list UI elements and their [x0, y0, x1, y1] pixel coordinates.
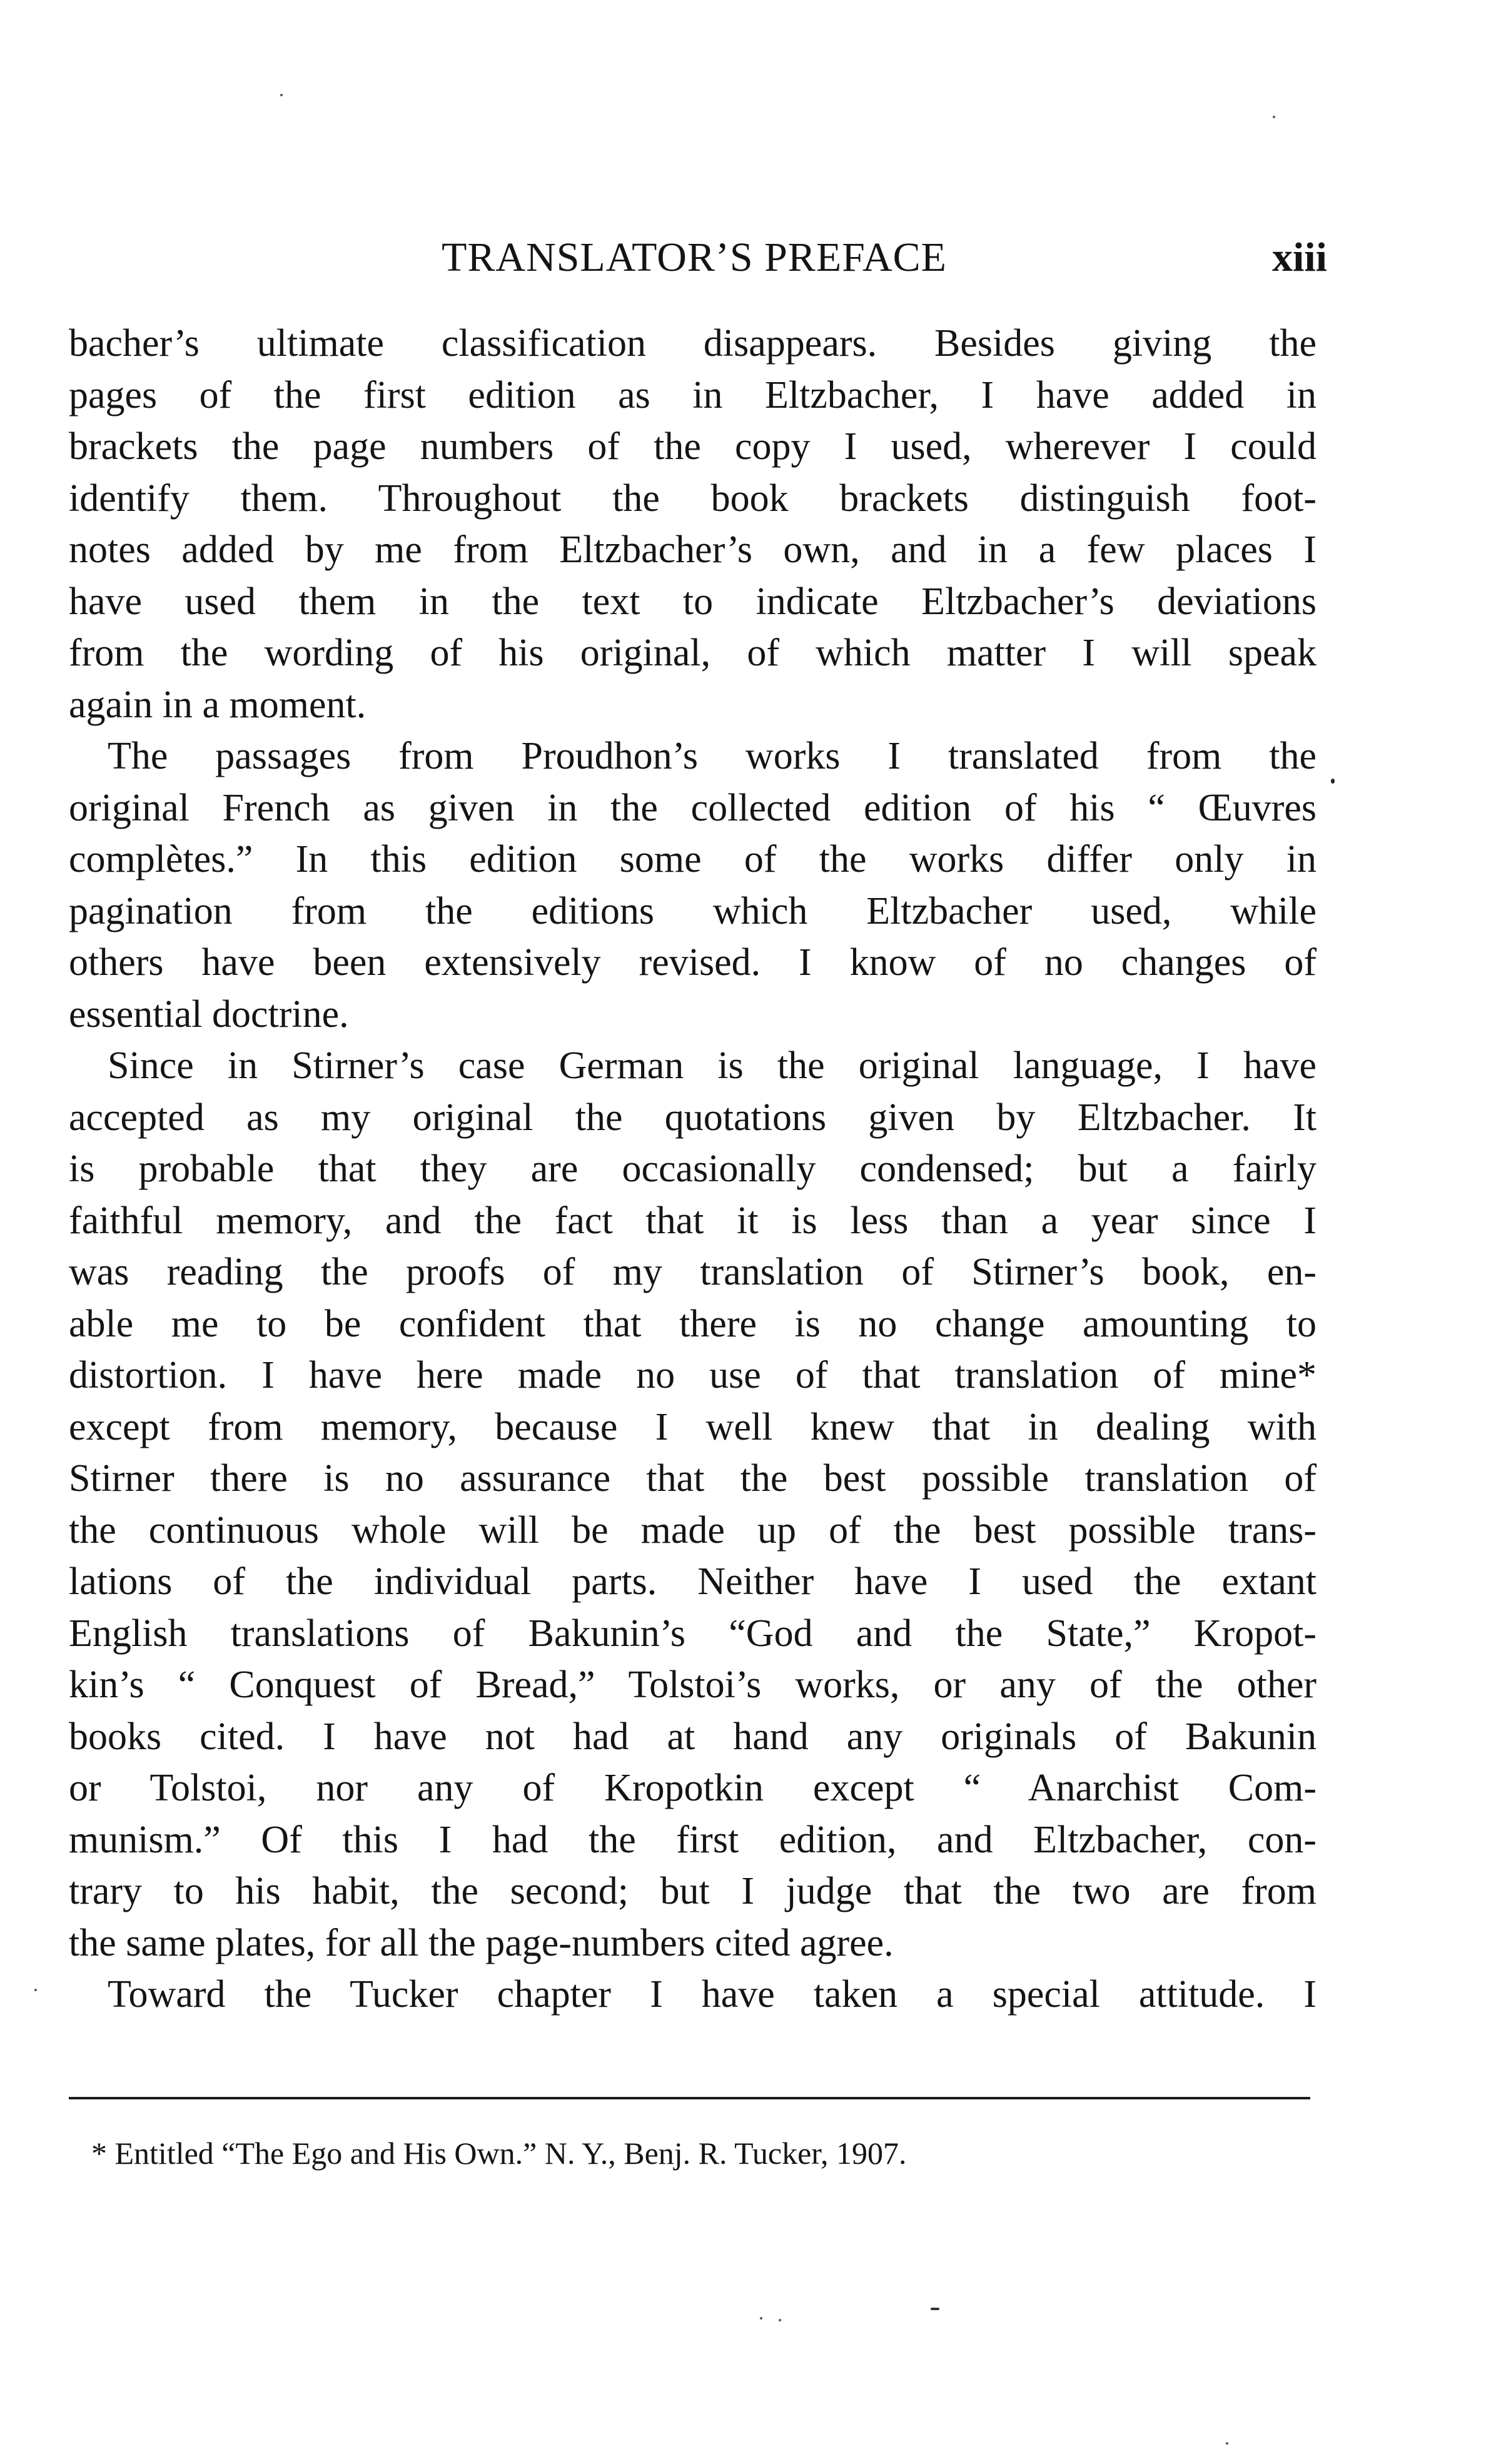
scan-speck — [34, 1989, 37, 1991]
scan-speck — [931, 2308, 939, 2310]
text-line: except from memory, because I well knew that in dealing with — [69, 1405, 1316, 1448]
scan-speck — [1331, 779, 1335, 784]
text-line: have used them in the text to indicate Eltzbacher’s deviations — [69, 580, 1316, 623]
text-line: was reading the proofs of my translation of Stirner’s book, en- — [69, 1251, 1316, 1293]
page-number: xiii — [1271, 235, 1327, 280]
running-title: TRANSLATOR’S PREFACE — [442, 235, 947, 280]
text-line: others have been extensively revised. I know of no changes of — [69, 941, 1316, 984]
footnote: * Entitled “The Ego and His Own.” N. Y., Benj. R. Tucker, 1907. — [91, 2136, 907, 2171]
text-line: faithful memory, and the fact that it is less than a year since I — [69, 1199, 1316, 1242]
text-line: pagination from the editions which Eltzbacher used, while — [69, 889, 1316, 932]
text-line: English translations of Bakunin’s “God and the State,” Kropot- — [69, 1612, 1316, 1655]
scan-speck — [760, 2317, 762, 2320]
text-line: kin’s “ Conquest of Bread,” Tolstoi’s works, or any of the other — [69, 1664, 1316, 1706]
scan-speck — [779, 2319, 781, 2321]
text-line: the same plates, for all the page-numbers cited agree. — [69, 1921, 894, 1964]
text-line: lations of the individual parts. Neither have I used the extant — [69, 1560, 1316, 1603]
running-head — [69, 226, 1327, 289]
text-line: is probable that they are occasionally condensed; but a fairly — [69, 1148, 1316, 1190]
text-line: from the wording of his original, of which matter I will speak — [69, 632, 1316, 674]
text-line: complètes.” In this edition some of the works differ only in — [69, 838, 1316, 881]
text-line: able me to be confident that there is no change amounting to — [69, 1302, 1316, 1345]
body-text — [69, 318, 1316, 2021]
text-line: notes added by me from Eltzbacher’s own, and in a few places I — [69, 528, 1316, 571]
text-line: The passages from Proudhon’s works I translated from the — [108, 735, 1316, 777]
text-line: Since in Stirner’s case German is the original language, I have — [108, 1044, 1316, 1087]
text-line: accepted as my original the quotations given by Eltzbacher. It — [69, 1096, 1316, 1139]
text-line: brackets the page numbers of the copy I used, wherever I could — [69, 425, 1316, 468]
text-line: essential doctrine. — [69, 992, 349, 1036]
scan-speck — [280, 94, 283, 96]
scan-speck — [1273, 116, 1275, 118]
text-line: Toward the Tucker chapter I have taken a special attitude. I — [108, 1973, 1316, 2016]
text-line: bacher’s ultimate classification disappears. Besides giving the — [69, 322, 1316, 365]
text-line: Stirner there is no assurance that the best possible translation of — [69, 1457, 1316, 1500]
text-line: distortion. I have here made no use of that translation of mine* — [69, 1354, 1316, 1396]
text-line: books cited. I have not had at hand any originals of Bakunin — [69, 1715, 1316, 1758]
footnote-rule — [69, 2097, 1310, 2099]
text-line: munism.” Of this I had the first edition, and Eltzbacher, con- — [69, 1818, 1316, 1861]
text-line: again in a moment. — [69, 683, 366, 726]
text-line: identify them. Throughout the book brackets distinguish foot- — [69, 477, 1316, 520]
text-line: pages of the first edition as in Eltzbacher, I have added in — [69, 373, 1316, 417]
scan-speck — [1226, 2442, 1228, 2445]
text-line: the continuous whole will be made up of the best possible trans- — [69, 1508, 1316, 1552]
text-line: or Tolstoi, nor any of Kropotkin except “ Anarchist Com- — [69, 1767, 1316, 1809]
text-line: original French as given in the collected edition of his “ Œuvres — [69, 786, 1316, 829]
text-line: trary to his habit, the second; but I judge that the two are from — [69, 1870, 1316, 1912]
